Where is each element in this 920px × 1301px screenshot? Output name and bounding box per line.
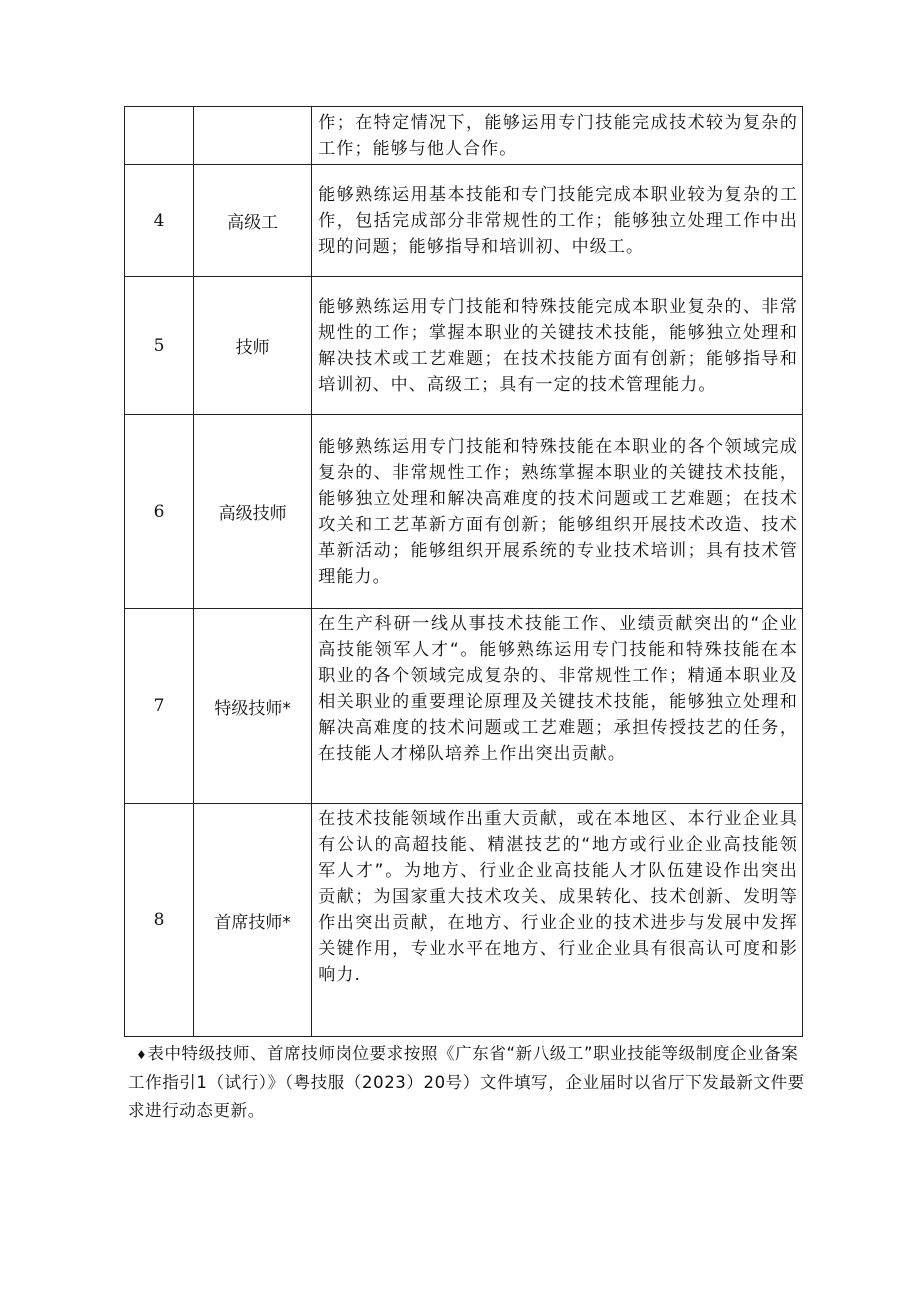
grade-description: 能够熟练运用专门技能和特殊技能完成本职业复杂的、非常规性的工作；掌握本职业的关键技术技能，能够独立处理和解决技术或工艺难题；在技术技能方面有创新；能够指导和培训初、中、高级工；具有一定的技术管理能力。	[312, 277, 803, 415]
table-row	[125, 415, 803, 609]
grade-number: 4	[125, 165, 194, 277]
grade-description: 在生产科研一线从事技术技能工作、业绩贡献突出的“企业高技能领军人才“。能够熟练运用专门技能和特殊技能在本职业的各个领域完成复杂的、非常规性工作；精通本职业及相关职业的重要理论原理及关键技术技能，能够独立处理和解决高难度的技术问题或工艺难题；承担传授技艺的任务，在技能人才梯队培养上作出突出贡献。	[312, 609, 803, 804]
grade-title: 技师	[194, 277, 312, 415]
grade-number: 7	[125, 609, 194, 804]
diamond-bullet-icon: ♦	[136, 1048, 148, 1062]
table-row	[125, 804, 803, 1037]
grade-title: 首席技师*	[194, 804, 312, 1037]
grade-description: 在技术技能领域作出重大贡献，或在本地区、本行业企业具有公认的高超技能、精湛技艺的“地方或行业企业高技能领军人才”。为地方、行业企业高技能人才队伍建设作出突出贡献；为国家重大技术攻关、成果转化、技术创新、发明等作出突出贡献，在地方、行业企业的技术进步与发展中发挥关键作用，专业水平在地方、行业企业具有很高认可度和影响力.	[312, 804, 803, 1037]
footnote	[128, 1040, 808, 1125]
skill-grade-table	[124, 106, 803, 1037]
table-row	[125, 277, 803, 415]
grade-number: 8	[125, 804, 194, 1037]
grade-number: 5	[125, 277, 194, 415]
grade-number: 6	[125, 415, 194, 609]
footnote-text: 表中特级技师、首席技师岗位要求按照《广东省“新八级工”职业技能等级制度企业备案工作指引1（试行）》（粤技服（2023）20号）文件填写，企业届时以省厅下发最新文件要求进行动态更新。	[128, 1044, 805, 1120]
table-row	[125, 107, 803, 165]
grade-description: 能够熟练运用基本技能和专门技能完成本职业较为复杂的工作，包括完成部分非常规性的工作；能够独立处理工作中出现的问题；能够指导和培训初、中级工。	[312, 165, 803, 277]
grade-title: 特级技师*	[194, 609, 312, 804]
grade-title	[194, 107, 312, 165]
grade-title: 高级工	[194, 165, 312, 277]
grade-number	[125, 107, 194, 165]
table-row	[125, 165, 803, 277]
grade-description: 作；在特定情况下，能够运用专门技能完成技术较为复杂的工作；能够与他人合作。	[312, 107, 803, 165]
grade-description: 能够熟练运用专门技能和特殊技能在本职业的各个领域完成复杂的、非常规性工作；熟练掌握本职业的关键技术技能，能够独立处理和解决高难度的技术问题或工艺难题；在技术攻关和工艺革新方面有创新；能够组织开展技术改造、技术革新活动；能够组织开展系统的专业技术培训；具有技术管理能力。	[312, 415, 803, 609]
grade-title: 高级技师	[194, 415, 312, 609]
table-row	[125, 609, 803, 804]
